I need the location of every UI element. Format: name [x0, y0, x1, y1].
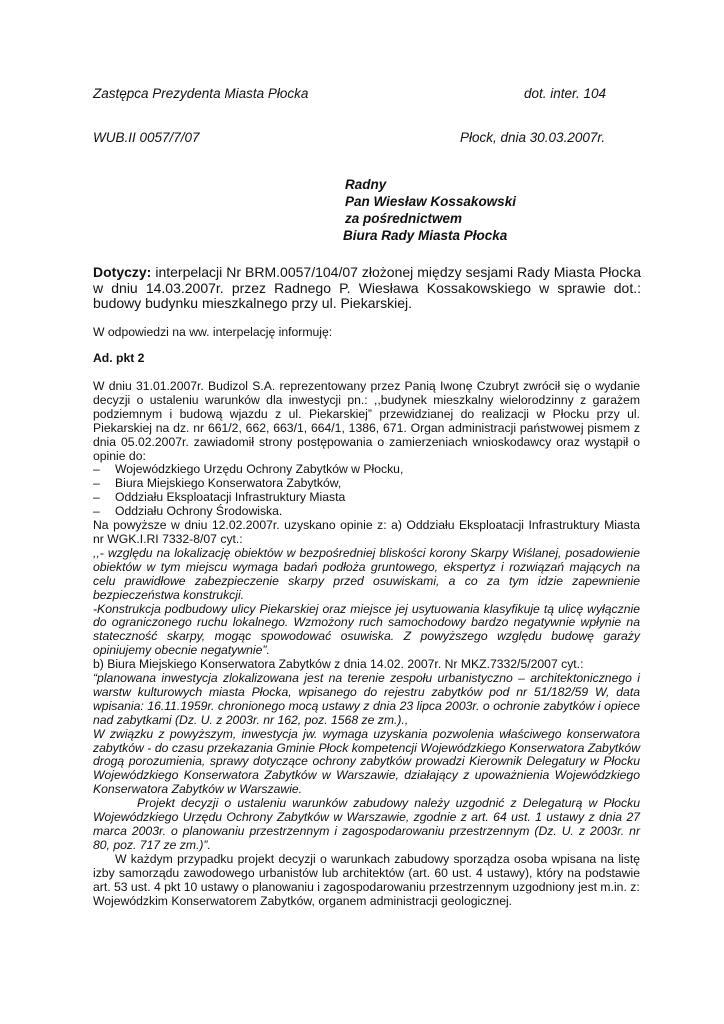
place-and-date: Płock, dnia 30.03.2007r. [460, 130, 606, 145]
letter-body [93, 380, 640, 908]
quote-1: ,,- względu na lokalizację obiektów w bezpośredniej bliskości korony Skarpy Wiślanej, posadowienie obiektów w tym miejscu wymaga badań podłoża gruntowego, ekspertyz i rozwiązań mających na celu prawidłowe zabezpieczenie skarpy przed osuwiskami, a co za tym idzie zapewnienie bezpieczeństwa konstrukcji. [93, 545, 640, 602]
body-paragraph-2: Na powyższe w dniu 12.02.2007r. uzyskano opinie z: a) Oddziału Eksploatacji Infrastruktury Miasta nr WGK.I.RI 7332-8/07 cyt.: [93, 518, 640, 546]
quote-3: “planowana inwestycja zlokalizowana jest na terenie zespołu urbanistyczno – architektonicznego i warstw kulturowych miasta Płocka, wpisanego do rejestru zabytków pod nr 51/182/59 W, data wpisania: 16.11.1959r. chronionego mocą ustawy z dnia 23 lipca 2003r. o ochronie zabytków i opiece nad zabytkami (Dz. U. z 2003r. nr 162, poz. 1568 ze zm.)., [93, 671, 640, 727]
subject-paragraph [93, 265, 641, 312]
recipient-block [343, 176, 516, 244]
list-item: – Wojewódzkiego Urzędu Ochrony Zabytków w Płocku, [93, 462, 404, 477]
body-paragraph-4: W każdym przypadku projekt decyzji o warunkach zabudowy sporządza osoba wpisana na listę izby samorządu zawodowego urbanistów lub architektów (art. 60 ust. 4 ustawy), który na podstawie art. 53 ust. 4 pkt 10 ustawy o planowaniu i zagospodarowaniu przestrzennym uzgodniony jest m.in. z: [93, 851, 640, 894]
interpellation-ref: dot. inter. 104 [524, 86, 607, 101]
sender-title: Zastępca Prezydenta Miasta Płocka [93, 86, 309, 101]
list-item: – Oddziału Eksploatacji Infrastruktury Miasta [93, 490, 346, 505]
document-number: WUB.II 0057/7/07 [93, 130, 200, 145]
subject-text: interpelacji Nr BRM.0057/104/07 złożonej między sesjami Rady Miasta Płocka w dniu 14.03.2007r. przez Radnego P. Wiesława Kossakowskiego w sprawie dot.: budowy budynku mieszkalnego przy ul. Piekarskiej. [93, 264, 641, 311]
recipient-line-2: Pan Wiesław Kossakowski [345, 194, 516, 209]
subject-label: Dotyczy: [93, 264, 152, 280]
quote-2: -Konstrukcja podbudowy ulicy Piekarskiej oraz miejsce jej usytuowania klasyfikuje tą ulicę wyłącznie do ograniczonego ruchu lokalnego. Wzmożony ruch samochodowy bardzo negatywnie wpłynie na stateczność skarpy, mogąc spowodować osuwiska. Z powyższego względu budowę garaży opiniujemy obecnie negatywnie”. [93, 601, 640, 658]
recipient-line-1: Radny [345, 177, 387, 192]
intro-line: W odpowiedzi na ww. interpelację informuję: [93, 325, 333, 339]
quote-4: W związku z powyższym, inwestycja jw. wymaga uzyskania pozwolenia właściwego konserwatora zabytków - do czasu przekazania Gminie Płock kompetencji Wojewódzkiego Konserwatora Zabytków drogą porozumienia, sprawy dotyczące ochrony zabytków prowadzi Kierownik Delegatury w Płocku Wojewódzkiego Konserwatora Zabytków w Warszawie, działający z upoważnienia Wojewódzkiego Konserwatora Zabytków w Warszawie. [93, 726, 640, 797]
quote-5: Projekt decyzji o ustaleniu warunków zabudowy należy uzgodnić z Delegaturą w Płocku Wojewódzkiego Urzędu Ochrony Zabytków w Warszawie, zgodnie z art. 64 ust. 1 ustawy z dnia 27 marca 2003r. o planowaniu przestrzennym i zagospodarowaniu przestrzennym (Dz. U. z 2003r. nr 80, poz. 717 ze zm.)”. [93, 796, 640, 852]
body-paragraph-5: Wojewódzkim Konserwatorem Zabytków, organem administracji geologicznej. [93, 893, 513, 908]
section-title: Ad. pkt 2 [93, 351, 145, 365]
body-paragraph-1: W dniu 31.01.2007r. Budizol S.A. reprezentowany przez Panią Iwonę Czubryt zwrócił się o wydanie decyzji o ustaleniu warunków dla inwestycji pn.: ,,budynek mieszkalny wielorodzinny z garażem podziemnym i budową wjazdu z ul. Piekarskiej” przewidzianej do realizacji w Płocku przy ul. Piekarskiej na dz. nr 661/2, 662, 663/1, 664/1, 1386, 671. Organ administracji państwowej pismem z dnia 05.02.2007r. zawiadomił strony postępowania o zamierzeniach wnioskodawcy oraz wystąpił o opinie do: [93, 379, 640, 463]
body-paragraph-3: b) Biura Miejskiego Konserwatora Zabytków z dnia 14.02. 2007r. Nr MKZ.7332/5/2007 cyt.: [93, 657, 584, 672]
list-item: – Biura Miejskiego Konserwatora Zabytków, [93, 476, 342, 491]
list-item: – Oddziału Ochrony Środowiska. [93, 504, 283, 519]
recipient-line-3: za pośrednictwem [345, 211, 463, 226]
recipient-line-4: Biura Rady Miasta Płocka [343, 228, 508, 243]
